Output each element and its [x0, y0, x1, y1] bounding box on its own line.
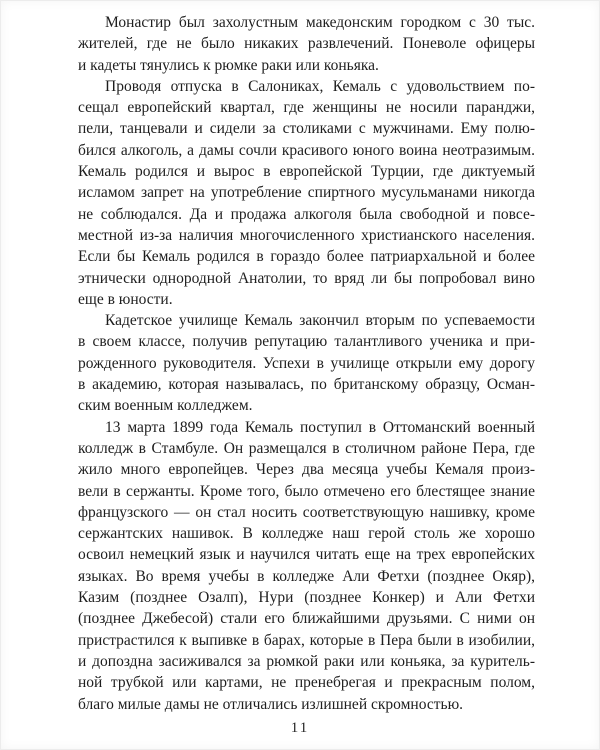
text-line: не соблюдался. Да и продажа алкоголя была свободной и повсе-	[78, 205, 535, 223]
text-line: в своем классе, получив репутацию талантливого ученика и при-	[78, 333, 535, 351]
text-line: освоил немецкий язык и научился читать еще на трех европейских	[78, 546, 535, 564]
text-line: благо милые дамы не отличались излишней скромностью.	[78, 695, 464, 713]
text-line: бился алкоголь, а дамы сочли красивого юного воина неотразимым.	[78, 141, 535, 159]
text-line: Монастир был захолустным македонским городком с 30 тыс.	[105, 14, 535, 31]
text-block	[78, 12, 535, 715]
text-line: этнически однородной Анатолии, то вряд ли бы попробовал вино	[78, 269, 535, 287]
text-line: 13 марта 1899 года Кемаль поступил в Оттоманский военный	[105, 418, 535, 436]
text-line: пели, танцевали и сидели за столиками с мужчинами. Ему полю-	[78, 120, 535, 138]
text-line: вели в сержанты. Кроме того, было отмечено его блестящее знание	[78, 482, 535, 500]
text-line: и допоздна засиживался за рюмкой раки или коньяка, за куритель-	[78, 652, 535, 670]
text-line: в академию, которая называлась, по британскому образцу, Осман-	[78, 376, 535, 394]
text-line: Кемаль родился и вырос в европейской Турции, где диктуемый	[78, 163, 535, 181]
text-line: местной из-за наличия многочисленного христианского населения.	[78, 226, 535, 244]
text-line: сержантских нашивок. В колледже наш герой столь же хорошо	[78, 525, 535, 543]
text-line: исламом запрет на употребление спиртного мусульманами никогда	[78, 184, 535, 202]
text-line: ной трубкой или картами, не пренебрегая и прекрасным полом,	[78, 674, 535, 692]
text-line: сещал европейский квартал, где женщины не носили паранджи,	[78, 99, 535, 117]
text-line: рожденного руководителя. Успехи в училище открыли ему дорогу	[78, 354, 535, 372]
text-line: Кадетское училище Кемаль закончил вторым по успеваемости	[105, 312, 535, 330]
text-line: жителей, где не было никаких развлечений. Поневоле офицеры	[78, 35, 535, 53]
page-number: 11	[290, 720, 310, 736]
text-line: языках. Во время учебы в колледже Али Фетхи (позднее Окяр),	[78, 567, 535, 585]
text-line: колледж в Стамбуле. Он размещался в столичном районе Пера, где	[78, 439, 535, 457]
text-line: Казим (позднее Озалп), Нури (позднее Конкер) и Али Фетхи	[78, 589, 535, 607]
text-line: ским военным колледжем.	[78, 397, 253, 415]
text-line: Проводя отпуска в Салониках, Кемаль с удовольствием по-	[105, 77, 535, 95]
text-line: Если бы Кемаль родился в гораздо более патриархальной и более	[78, 248, 535, 266]
text-line: жило много европейцев. Через два месяца учебы Кемаля произ-	[78, 461, 535, 479]
text-line: (позднее Джебесой) стали его ближайшими друзьями. С ними он	[78, 610, 535, 628]
text-line: пристрастился к выпивке в барах, которые в Пера были в изобилии,	[78, 631, 535, 649]
text-line: и кадеты тянулись к рюмке раки или коньяка.	[78, 56, 379, 74]
text-line: еще в юности.	[78, 290, 173, 308]
text-line: французского — он стал носить соответствующую нашивку, кроме	[78, 503, 535, 521]
